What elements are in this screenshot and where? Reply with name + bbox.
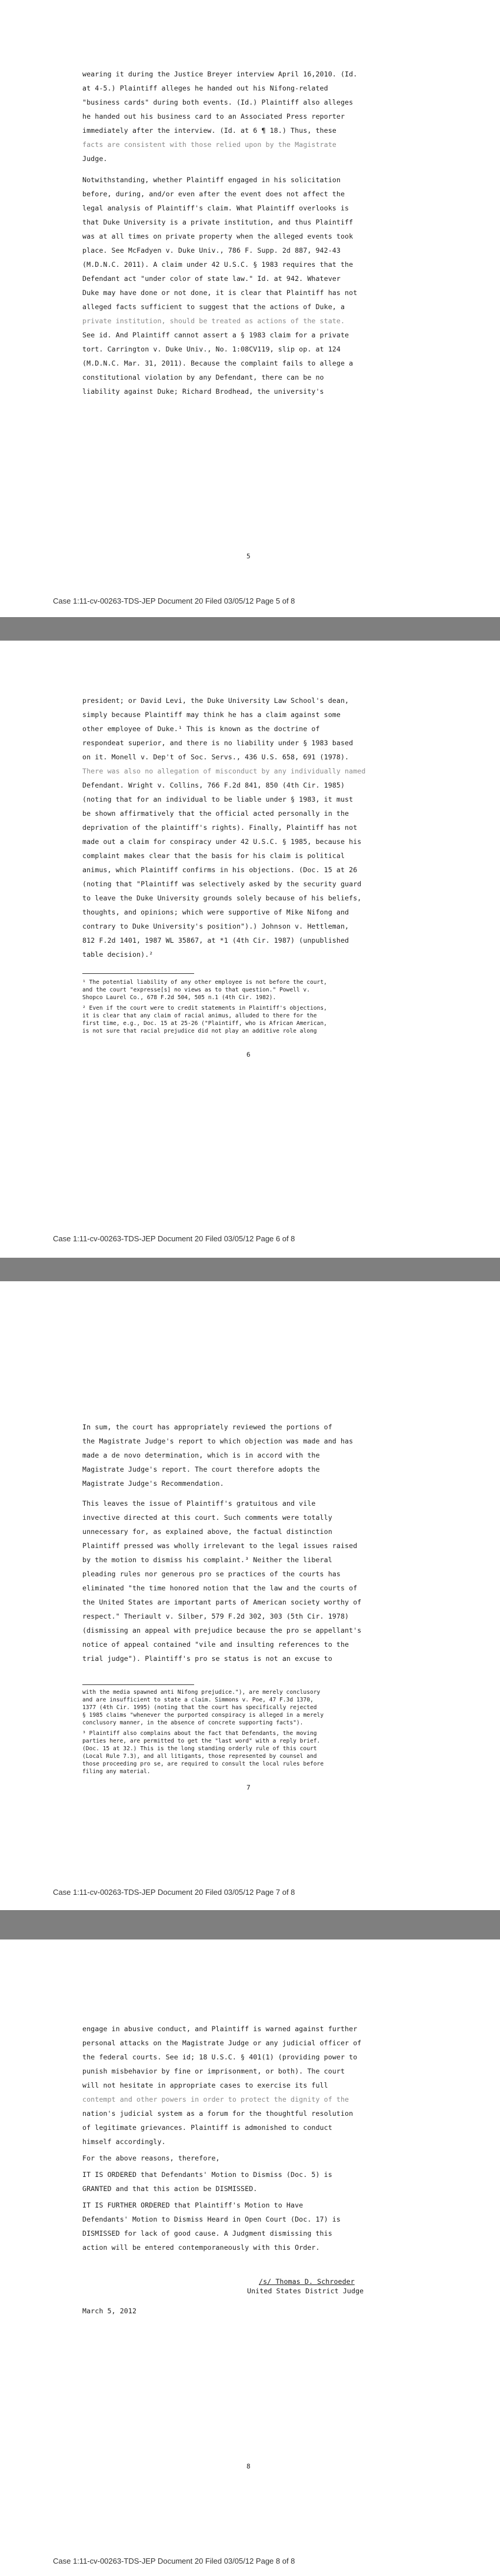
text-line: thoughts, and opinions; which were supportive of Mike Nifong and bbox=[82, 908, 349, 916]
text-line: immediately after the interview. (Id. at 6 ¶ 18.) Thus, these bbox=[82, 126, 336, 135]
text-line: president; or David Levi, the Duke University Law School's dean, bbox=[82, 696, 349, 705]
text-line: personal attacks on the Magistrate Judge or any judicial officer of bbox=[82, 2039, 362, 2047]
text-line: that Duke University is a private institution, and thus Plaintiff bbox=[82, 218, 354, 226]
footnote-line: § 1985 claims "whenever the purported conspiracy is alleged in a merely bbox=[82, 1712, 324, 1719]
text-line: invective directed at this court. Such comments were totally bbox=[82, 1513, 332, 1522]
footnote-rule bbox=[82, 1684, 194, 1685]
text-line: private institution, should be treated as actions of the state. bbox=[82, 317, 345, 325]
text-line: "business cards" during both events. (Id.) Plaintiff also alleges bbox=[82, 98, 354, 106]
page-8 bbox=[0, 1939, 500, 2576]
text-line: was at all times on private property when the alleged events took bbox=[82, 232, 354, 240]
text-line: (noting that for an individual to be liable under § 1983, it must bbox=[82, 795, 354, 803]
text-line: engage in abusive conduct, and Plaintiff is warned against further bbox=[82, 2025, 358, 2033]
text-line: For the above reasons, therefore, bbox=[82, 2154, 220, 2162]
footnote-line: and the court "expresse[s] no views as to that question." Powell v. bbox=[82, 987, 310, 993]
text-line: (M.D.N.C. Mar. 31, 2011). Because the complaint fails to allege a bbox=[82, 359, 354, 367]
case-footer: Case 1:11-cv-00263-TDS-JEP Document 20 Filed 03/05/12 Page 5 of 8 bbox=[53, 597, 295, 605]
page-number: 8 bbox=[246, 2463, 251, 2470]
footnote-line: 1377 (4th Cir. 1995) (noting that the court has specifically rejected bbox=[82, 1704, 317, 1711]
page-separator bbox=[0, 617, 500, 641]
text-line: notice of appeal contained "vile and insulting references to the bbox=[82, 1640, 349, 1649]
text-line: Defendants' Motion to Dismiss Heard in Open Court (Doc. 17) is bbox=[82, 2215, 341, 2223]
footnote-line: and are insufficient to state a claim. Simmons v. Poe, 47 F.3d 1370, bbox=[82, 1697, 314, 1703]
footnote-line: is not sure that racial prejudice did not play an additive role along bbox=[82, 1028, 317, 1034]
text-line: before, during, and/or even after the event does not affect the bbox=[82, 190, 345, 198]
page-5 bbox=[0, 0, 500, 617]
text-line: be shown affirmatively that the official acted personally in the bbox=[82, 809, 349, 818]
text-line: made out a claim for conspiracy under 42 U.S.C. § 1985, because his bbox=[82, 838, 362, 846]
text-line: himself accordingly. bbox=[82, 2138, 166, 2146]
footnote-line: (Local Rule 7.3), and all litigants, those represented by counsel and bbox=[82, 1753, 317, 1760]
footnote-line: first time, e.g., Doc. 15 at 25-26 ("Plaintiff, who is African American, bbox=[82, 1020, 327, 1027]
text-line: (M.D.N.C. 2011). A claim under 42 U.S.C. § 1983 requires that the bbox=[82, 260, 354, 269]
text-line: the Magistrate Judge's report to which objection was made and has bbox=[82, 1437, 354, 1445]
footnote-line: it is clear that any claim of racial animus, alluded to there for the bbox=[82, 1013, 317, 1019]
text-line: other employee of Duke.¹ This is known as the doctrine of bbox=[82, 725, 320, 733]
text-line: contempt and other powers in order to protect the dignity of the bbox=[82, 2095, 349, 2103]
page-number: 6 bbox=[246, 1051, 251, 1058]
text-line: complaint makes clear that the basis for his claim is political bbox=[82, 852, 345, 860]
text-line: Notwithstanding, whether Plaintiff engaged in his solicitation bbox=[82, 176, 341, 184]
text-line: at 4-5.) Plaintiff alleges he handed out his Nifong-related bbox=[82, 84, 328, 92]
case-footer: Case 1:11-cv-00263-TDS-JEP Document 20 Filed 03/05/12 Page 7 of 8 bbox=[53, 1888, 295, 1897]
text-line: Magistrate Judge's report. The court therefore adopts the bbox=[82, 1465, 320, 1473]
text-line: DISMISSED for lack of good cause. A Judgment dismissing this bbox=[82, 2229, 332, 2237]
text-line: punish misbehavior by fine or imprisonment, or both). The court bbox=[82, 2067, 345, 2075]
text-line: deprivation of the plaintiff's rights). Finally, Plaintiff has not bbox=[82, 823, 358, 832]
footnote-rule bbox=[82, 973, 194, 974]
text-line: Duke may have done or not done, it is clear that Plaintiff has not bbox=[82, 289, 358, 297]
page-separator bbox=[0, 1258, 500, 1281]
text-line: by the motion to dismiss his complaint.³ Neither the liberal bbox=[82, 1556, 332, 1564]
case-footer: Case 1:11-cv-00263-TDS-JEP Document 20 Filed 03/05/12 Page 6 of 8 bbox=[53, 1234, 295, 1243]
footnote-line: conclusory manner, in the absence of concrete supporting facts"). bbox=[82, 1720, 304, 1726]
text-line: simply because Plaintiff may think he has a claim against some bbox=[82, 711, 341, 719]
text-line: trial judge"). Plaintiff's pro se status is not an excuse to bbox=[82, 1654, 332, 1663]
text-line: eliminated "the time honored notion that the law and the courts of bbox=[82, 1584, 358, 1592]
footnote-line: (Doc. 15 at 32.) This is the long standing orderly rule of this court bbox=[82, 1746, 317, 1752]
footnote-line: those proceeding pro se, are required to consult the local rules before bbox=[82, 1761, 324, 1767]
text-line: nation's judicial system as a forum for the thoughtful resolution bbox=[82, 2109, 354, 2118]
page-separator bbox=[0, 1910, 500, 1939]
text-line: (noting that "Plaintiff was selectively asked by the security guard bbox=[82, 880, 362, 888]
text-line: action will be entered contemporaneously with this Order. bbox=[82, 2243, 320, 2252]
signature-line: /s/ Thomas D. Schroeder bbox=[259, 2277, 355, 2286]
text-line: Defendant act "under color of state law." Id. at 942. Whatever bbox=[82, 274, 341, 283]
text-line: (dismissing an appeal with prejudice because the pro se appellant's bbox=[82, 1626, 362, 1634]
text-line: Judge. bbox=[82, 155, 108, 163]
text-line: alleged facts sufficient to suggest that the actions of Duke, a bbox=[82, 303, 345, 311]
text-line: This leaves the issue of Plaintiff's gratuitous and vile bbox=[82, 1499, 316, 1508]
text-line: respect." Theriault v. Silber, 579 F.2d 302, 303 (5th Cir. 1978) bbox=[82, 1612, 349, 1620]
text-line: Magistrate Judge's Recommendation. bbox=[82, 1479, 224, 1488]
text-line: he handed out his business card to an Associated Press reporter bbox=[82, 112, 345, 120]
text-line: on it. Monell v. Dep't of Soc. Servs., 436 U.S. 658, 691 (1978). bbox=[82, 753, 349, 761]
text-line: the United States are important parts of American society worthy of bbox=[82, 1598, 362, 1606]
judge-title: United States District Judge bbox=[247, 2287, 364, 2295]
text-line: 812 F.2d 1401, 1987 WL 35867, at *1 (4th Cir. 1987) (unpublished bbox=[82, 936, 349, 944]
text-line: constitutional violation by any Defendant, there can be no bbox=[82, 373, 324, 381]
text-line: facts are consistent with those relied upon by the Magistrate bbox=[82, 140, 336, 149]
text-line: Plaintiff pressed was wholly irrelevant to the legal issues raised bbox=[82, 1542, 358, 1550]
text-line: animus, which Plaintiff confirms in his objections. (Doc. 15 at 26 bbox=[82, 866, 358, 874]
page-7 bbox=[0, 1281, 500, 1910]
text-line: the federal courts. See id; 18 U.S.C. § 401(1) (providing power to bbox=[82, 2053, 358, 2061]
order-date: March 5, 2012 bbox=[82, 2307, 137, 2315]
footnote-line: ¹ The potential liability of any other employee is not before the court, bbox=[82, 979, 327, 986]
text-line: will not hesitate in appropriate cases to exercise its full bbox=[82, 2081, 328, 2089]
text-line: respondeat superior, and there is no liability under § 1983 based bbox=[82, 739, 354, 747]
text-line: Defendant. Wright v. Collins, 766 F.2d 841, 850 (4th Cir. 1985) bbox=[82, 781, 345, 789]
page-number: 7 bbox=[246, 1784, 251, 1791]
text-line: IT IS FURTHER ORDERED that Plaintiff's Motion to Have bbox=[82, 2201, 304, 2209]
text-line: table decision).² bbox=[82, 950, 154, 959]
text-line: legal analysis of Plaintiff's claim. What Plaintiff overlooks is bbox=[82, 204, 349, 212]
page-number: 5 bbox=[246, 552, 251, 560]
footnote-line: ² Even if the court were to credit statements in Plaintiff's objections, bbox=[82, 1005, 327, 1011]
page-6 bbox=[0, 641, 500, 1258]
text-line: contrary to Duke University's position").) Johnson v. Hettleman, bbox=[82, 922, 349, 930]
text-line: pleading rules nor generous pro se practices of the courts has bbox=[82, 1570, 341, 1578]
text-line: made a de novo determination, which is in accord with the bbox=[82, 1451, 320, 1459]
text-line: wearing it during the Justice Breyer interview April 16,2010. (Id. bbox=[82, 70, 358, 78]
text-line: tort. Carrington v. Duke Univ., No. 1:08CV119, slip op. at 124 bbox=[82, 345, 341, 353]
footnote-line: with the media spawned anti Nifong prejudice."), are merely conclusory bbox=[82, 1689, 321, 1696]
text-line: GRANTED and that this action be DISMISSED. bbox=[82, 2185, 258, 2193]
text-line: liability against Duke; Richard Brodhead, the university's bbox=[82, 387, 324, 396]
case-footer: Case 1:11-cv-00263-TDS-JEP Document 20 Filed 03/05/12 Page 8 of 8 bbox=[53, 2557, 295, 2565]
footnote-line: Shopco Laurel Co., 678 F.2d 504, 505 n.1 (4th Cir. 1982). bbox=[82, 994, 276, 1001]
text-line: place. See McFadyen v. Duke Univ., 786 F. Supp. 2d 887, 942-43 bbox=[82, 246, 341, 254]
text-line: IT IS ORDERED that Defendants' Motion to Dismiss (Doc. 5) is bbox=[82, 2170, 332, 2179]
text-line: There was also no allegation of misconduct by any individually named bbox=[82, 767, 366, 775]
text-line: of legitimate grievances. Plaintiff is admonished to conduct bbox=[82, 2123, 332, 2132]
text-line: See id. And Plaintiff cannot assert a § 1983 claim for a private bbox=[82, 331, 349, 339]
text-line: to leave the Duke University grounds solely because of his beliefs, bbox=[82, 894, 362, 902]
footnote-line: parties here, are permitted to get the "last word" with a reply brief. bbox=[82, 1738, 321, 1744]
footnote-line: ³ Plaintiff also complains about the fact that Defendants, the moving bbox=[82, 1730, 317, 1737]
text-line: unnecessary for, as explained above, the factual distinction bbox=[82, 1527, 332, 1536]
text-line: In sum, the court has appropriately reviewed the portions of bbox=[82, 1423, 332, 1431]
footnote-line: filing any material. bbox=[82, 1768, 151, 1775]
